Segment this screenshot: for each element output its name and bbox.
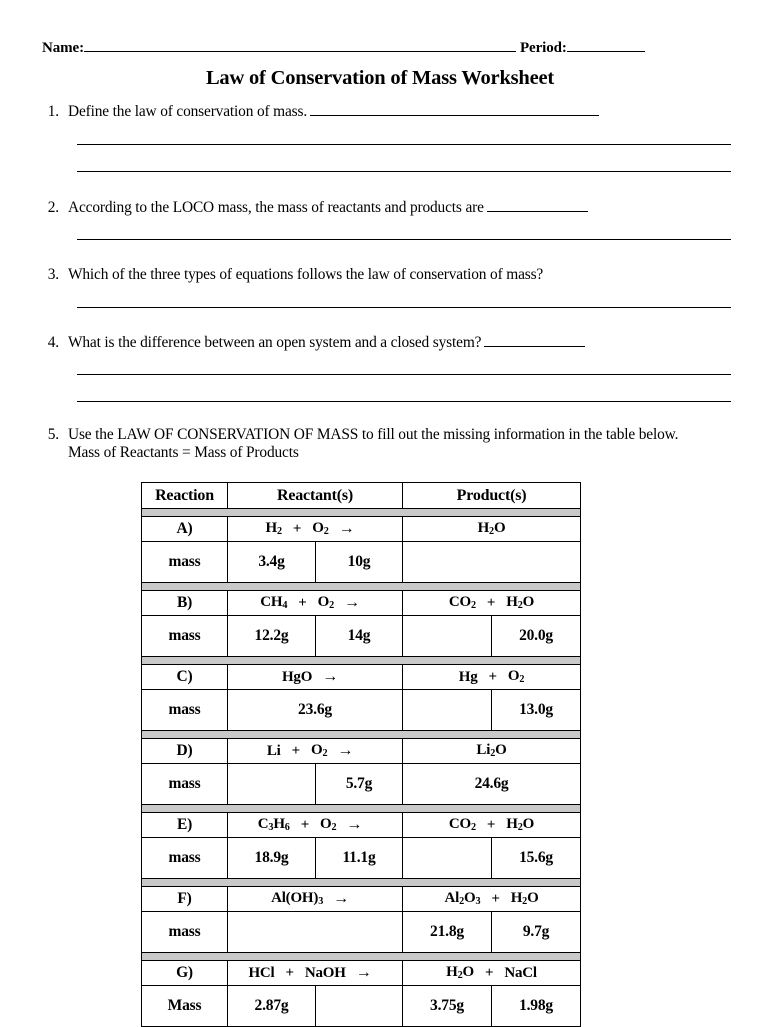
question-list: [42, 103, 732, 462]
question-text-3: Which of the three types of equations follows the law of conservation of mass?: [68, 266, 544, 284]
table-block-separator: [142, 657, 581, 665]
table-block-separator: [142, 953, 581, 961]
question-item-2: [42, 199, 732, 217]
table-block-separator: [142, 583, 581, 591]
question-inline-blank-2[interactable]: [487, 199, 588, 212]
reaction-table: [141, 482, 581, 1027]
separator-bar: [142, 657, 581, 665]
period-label: Period:: [519, 40, 567, 56]
mass-row-label: mass: [142, 912, 228, 953]
question-item-3: [42, 266, 732, 284]
table-row: [142, 517, 581, 542]
question-body-4: [68, 334, 732, 352]
table-body: [142, 509, 581, 1027]
table-row: [142, 591, 581, 616]
reaction-letter: G): [142, 961, 228, 986]
column-header-reaction: Reaction: [142, 483, 228, 509]
reaction-letter: B): [142, 591, 228, 616]
table-block-separator: [142, 509, 581, 517]
separator-bar: [142, 583, 581, 591]
mass-cell-reactant[interactable]: 12.2g: [228, 616, 316, 657]
table-header-row: [142, 483, 581, 509]
question-number-4: 4.: [47, 333, 59, 351]
table-row: [142, 838, 581, 879]
page-title: Law of Conservation of Mass Worksheet: [205, 67, 555, 89]
question-text-1: Define the law of conservation of mass.: [68, 103, 308, 120]
question-number-1: 1.: [47, 103, 59, 120]
table-row: [142, 986, 581, 1027]
mass-cell-reactant[interactable]: 3.4g: [228, 542, 316, 583]
reactants-equation: $H_2$ + $O_2$ →: [228, 517, 403, 542]
mass-cell-product[interactable]: [403, 542, 581, 583]
table-row: [142, 912, 581, 953]
reactants-equation: $Al(OH)_3$ →: [228, 887, 403, 912]
mass-cell-reactant[interactable]: [316, 986, 403, 1027]
reaction-letter: E): [142, 813, 228, 838]
name-blank-rule[interactable]: [84, 38, 516, 52]
table-block-separator: [142, 879, 581, 887]
table-row: [142, 813, 581, 838]
table-row: [142, 739, 581, 764]
mass-cell-product[interactable]: 13.0g: [492, 690, 581, 731]
products-equation: $Li_2O$: [403, 739, 581, 764]
mass-cell-reactant[interactable]: 14g: [316, 616, 403, 657]
mass-cell-reactant[interactable]: [228, 764, 316, 805]
separator-bar: [142, 731, 581, 739]
separator-bar: [142, 509, 581, 517]
mass-cell-product[interactable]: 21.8g: [403, 912, 492, 953]
mass-cell-product[interactable]: 15.6g: [492, 838, 581, 879]
mass-cell-product[interactable]: [403, 690, 492, 731]
mass-cell-reactant[interactable]: 23.6g: [228, 690, 403, 731]
question-number-3: 3.: [47, 266, 59, 284]
period-blank-rule[interactable]: [567, 38, 645, 52]
mass-row-label: mass: [142, 838, 228, 879]
mass-cell-product[interactable]: [403, 616, 492, 657]
mass-cell-reactant[interactable]: 10g: [316, 542, 403, 583]
table-row: [142, 961, 581, 986]
question-text-5-equation: Mass of Reactants = Mass of Products: [68, 443, 299, 461]
mass-cell-reactant[interactable]: 11.1g: [316, 838, 403, 879]
separator-bar: [142, 953, 581, 961]
products-equation: $H_2O$: [403, 517, 581, 542]
table-row: [142, 764, 581, 805]
reactants-equation: $CH_4$ + $O_2$ →: [228, 591, 403, 616]
question-inline-blank-4[interactable]: [484, 334, 585, 347]
table-head: [142, 483, 581, 509]
mass-cell-product[interactable]: 3.75g: [403, 986, 492, 1027]
question-text-5: Use the LAW OF CONSERVATION OF MASS to fill out the missing information in the table below.: [68, 425, 679, 443]
mass-cell-reactant[interactable]: 5.7g: [316, 764, 403, 805]
reactants-equation: Li + $O_2$ →: [228, 739, 403, 764]
reactants-equation: $C_3H_6$ + $O_2$ →: [228, 813, 403, 838]
reaction-letter: A): [142, 517, 228, 542]
mass-cell-reactant[interactable]: [228, 912, 403, 953]
table-row: [142, 887, 581, 912]
table-row: [142, 665, 581, 690]
reaction-letter: C): [142, 665, 228, 690]
mass-cell-product[interactable]: [403, 838, 492, 879]
question-text-4: What is the difference between an open system and a closed system?: [68, 333, 482, 351]
question-item-4: [42, 334, 732, 352]
table-block-separator: [142, 731, 581, 739]
column-header-products: Product(s): [403, 483, 581, 509]
mass-cell-product[interactable]: 20.0g: [492, 616, 581, 657]
reaction-letter: F): [142, 887, 228, 912]
name-label: Name:: [42, 40, 84, 56]
question-item-1: [42, 103, 732, 121]
question-body-1: [68, 103, 732, 121]
mass-cell-product[interactable]: 1.98g: [492, 986, 581, 1027]
question-body-3: [68, 266, 732, 284]
mass-row-label: Mass: [142, 986, 228, 1027]
table-row: [142, 690, 581, 731]
question-item-5: [42, 426, 732, 462]
mass-row-label: mass: [142, 764, 228, 805]
question-text-2: According to the LOCO mass, the mass of reactants and products are: [68, 199, 484, 217]
mass-cell-product[interactable]: 9.7g: [492, 912, 581, 953]
reactants-equation: HgO →: [228, 665, 403, 690]
reactants-equation: HCl + NaOH →: [228, 961, 403, 986]
products-equation: Hg + $O_2$: [403, 665, 581, 690]
question-inline-blank-1[interactable]: [310, 103, 599, 116]
question-body-5: [68, 426, 732, 462]
name-period-row: [42, 38, 732, 57]
question-number-2: 2.: [47, 199, 59, 217]
table-block-separator: [142, 805, 581, 813]
question-number-5: 5.: [47, 425, 59, 443]
mass-cell-reactant[interactable]: 18.9g: [228, 838, 316, 879]
mass-row-label: mass: [142, 542, 228, 583]
separator-bar: [142, 879, 581, 887]
mass-cell-reactant[interactable]: 2.87g: [228, 986, 316, 1027]
products-equation: $Al_2O_3$ + $H_2O$: [403, 887, 581, 912]
mass-row-label: mass: [142, 616, 228, 657]
table-row: [142, 616, 581, 657]
table-row: [142, 542, 581, 583]
products-equation: $H_2O$ + NaCl: [403, 961, 581, 986]
question-body-2: [68, 199, 732, 217]
reaction-table-wrapper: [141, 482, 732, 1027]
separator-bar: [142, 805, 581, 813]
mass-cell-product[interactable]: 24.6g: [403, 764, 581, 805]
products-equation: $CO_2$ + $H_2O$: [403, 813, 581, 838]
products-equation: $CO_2$ + $H_2O$: [403, 591, 581, 616]
column-header-reactants: Reactant(s): [228, 483, 403, 509]
mass-row-label: mass: [142, 690, 228, 731]
reaction-letter: D): [142, 739, 228, 764]
